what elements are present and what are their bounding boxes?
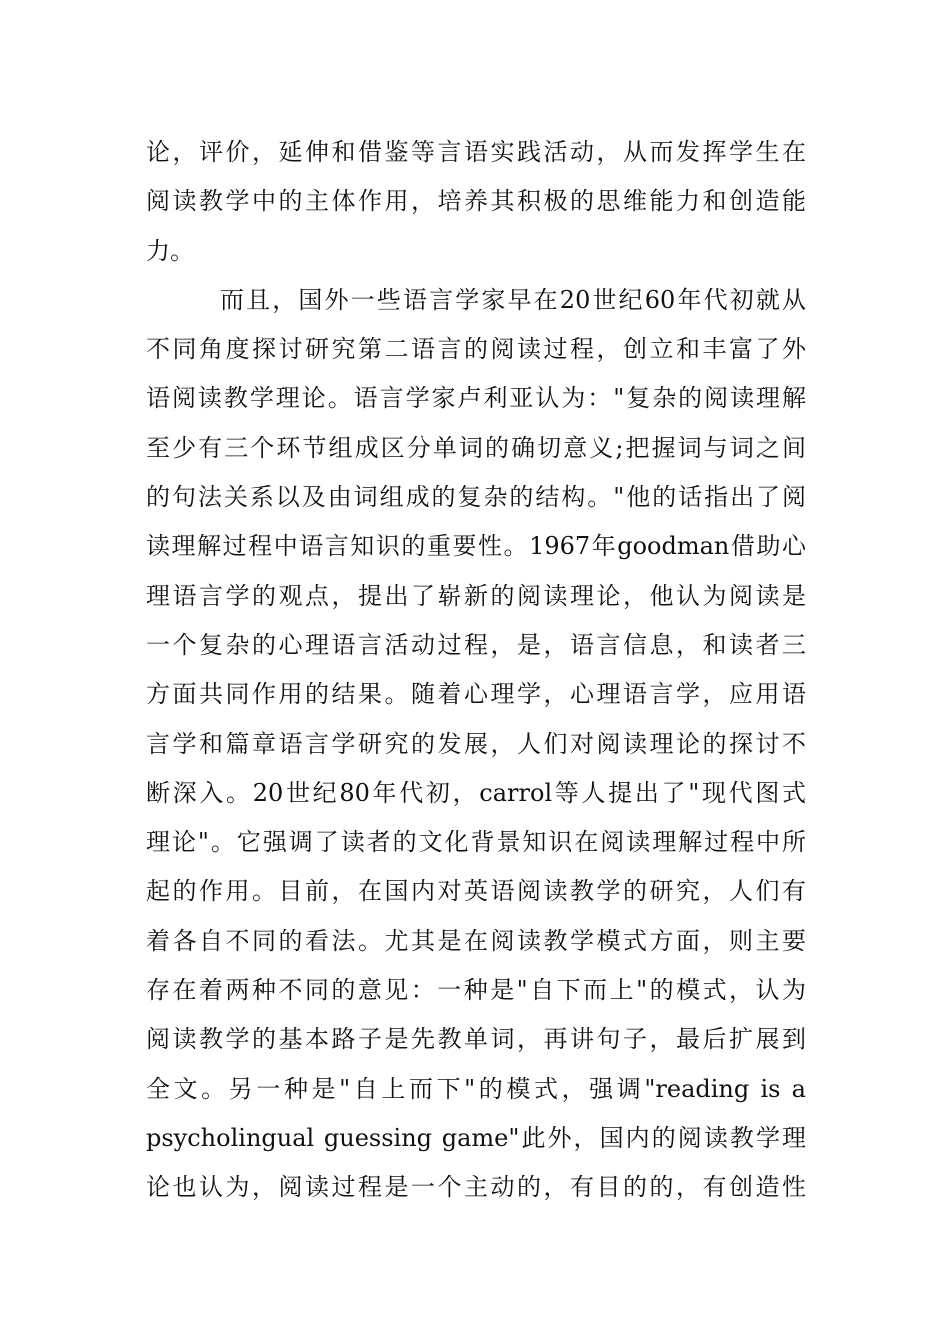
text-line: 至少有三个环节组成区分单词的确切意义;把握词与词之间 — [146, 433, 806, 462]
text-line: 全文。另一种是"自上而下"的模式，强调"reading is a — [146, 1074, 806, 1103]
text-line: 理语言学的观点，提出了崭新的阅读理论，他认为阅读是 — [146, 581, 806, 610]
text-line: 一个复杂的心理语言活动过程，是，语言信息，和读者三 — [146, 630, 806, 659]
paragraph-first-line: 而且，国外一些语言学家早在20世纪60年代初就从 — [220, 285, 806, 314]
text-line: 阅读教学的基本路子是先教单词，再讲句子，最后扩展到 — [146, 1025, 806, 1054]
text-line: 断深入。20世纪80年代初，carrol等人提出了"现代图式 — [146, 778, 806, 807]
text-line: 阅读教学中的主体作用，培养其积极的思维能力和创造能 — [146, 187, 806, 216]
text-line: 存在着两种不同的意见：一种是"自下而上"的模式，认为 — [146, 976, 806, 1005]
text-line: 起的作用。目前，在国内对英语阅读教学的研究，人们有 — [146, 877, 806, 906]
text-line: 理论"。它强调了读者的文化背景知识在阅读理解过程中所 — [146, 828, 806, 857]
text-line: 方面共同作用的结果。随着心理学，心理语言学，应用语 — [146, 680, 806, 709]
body-text — [146, 128, 806, 1213]
text-line: 不同角度探讨研究第二语言的阅读过程，创立和丰富了外 — [146, 335, 806, 364]
text-line: 力。 — [146, 236, 194, 265]
text-line: 语阅读教学理论。语言学家卢利亚认为："复杂的阅读理解 — [146, 384, 806, 413]
text-line: psycholingual guessing game"此外，国内的阅读教学理 — [146, 1123, 806, 1152]
text-line: 论也认为，阅读过程是一个主动的，有目的的，有创造性 — [146, 1173, 806, 1202]
text-line: 言学和篇章语言学研究的发展，人们对阅读理论的探讨不 — [146, 729, 806, 758]
text-line: 的句法关系以及由词组成的复杂的结构。"他的话指出了阅 — [146, 483, 806, 512]
text-line: 读理解过程中语言知识的重要性。1967年goodman借助心 — [146, 532, 806, 561]
text-line: 着各自不同的看法。尤其是在阅读教学模式方面，则主要 — [146, 926, 806, 955]
text-line: 论，评价，延伸和借鉴等言语实践活动，从而发挥学生在 — [146, 138, 806, 166]
